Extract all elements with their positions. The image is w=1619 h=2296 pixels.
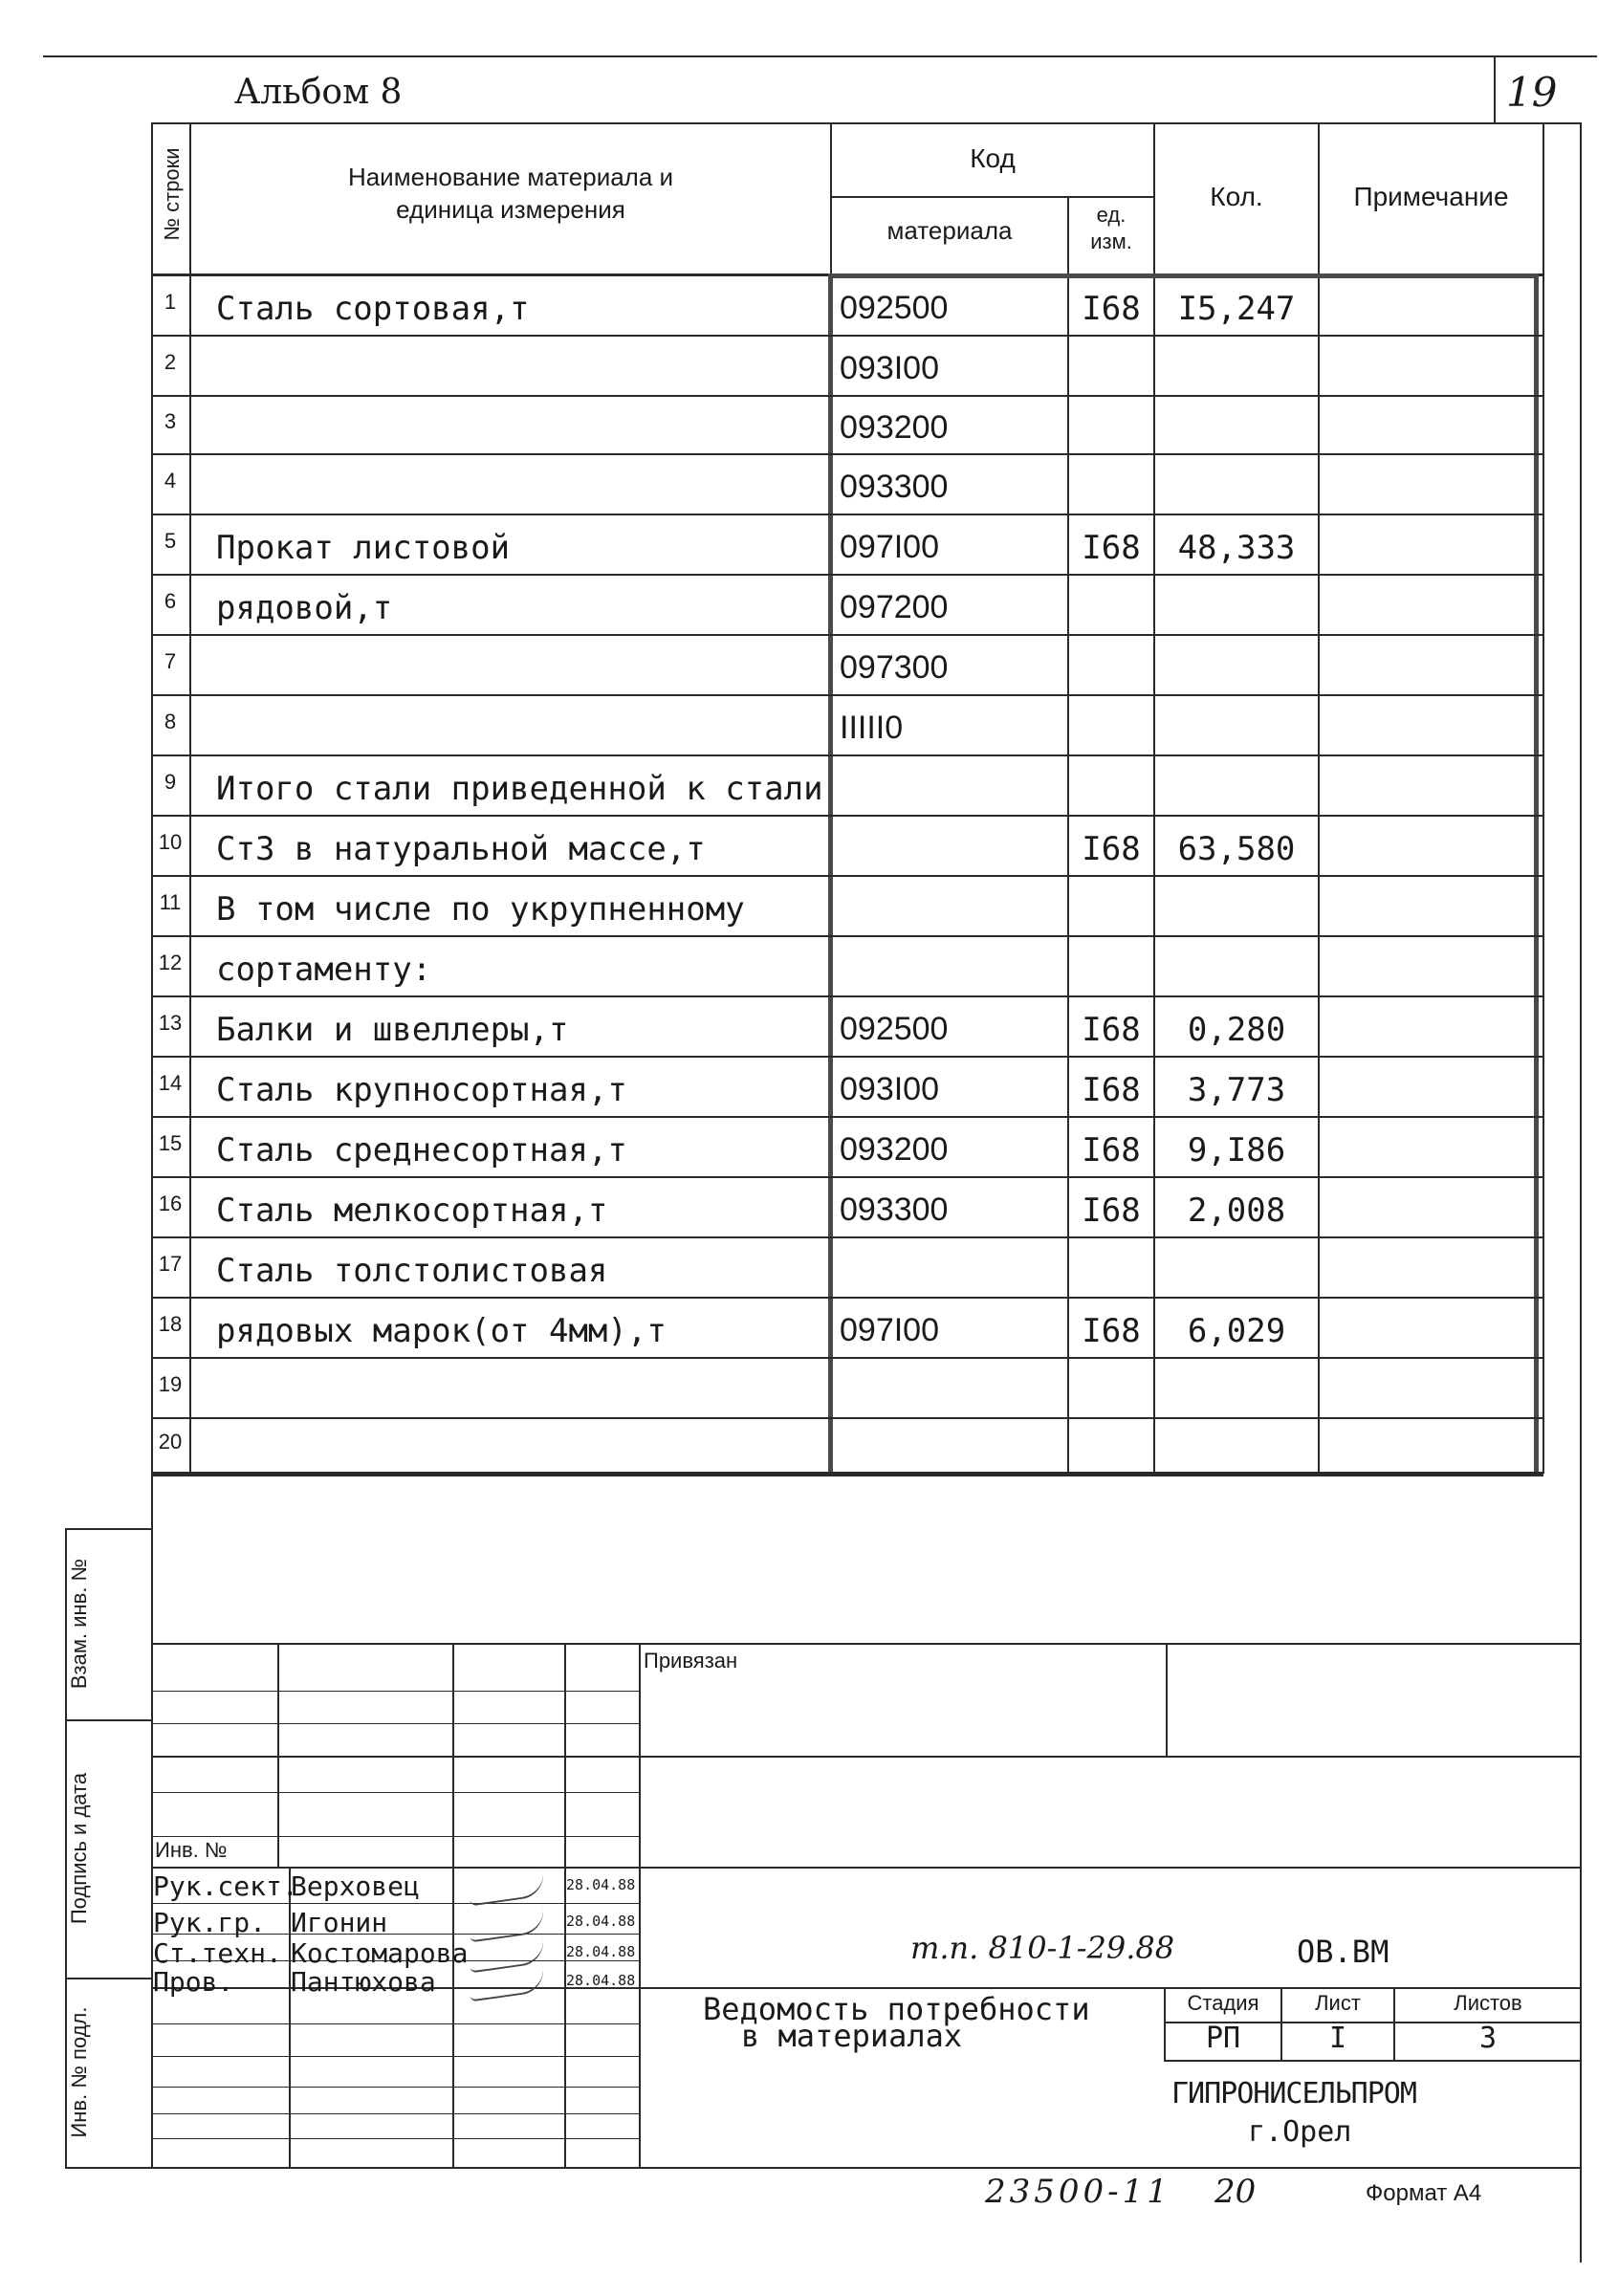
sheets-value: 3 [1478, 2022, 1498, 2055]
signer-name: Верховец [291, 1870, 420, 1902]
material-name: Сталь толстолистовая [216, 1251, 608, 1290]
material-name: Сталь сортовая,т [216, 289, 530, 328]
privyazan-label: Привязан [644, 1649, 738, 1673]
row-number: 11 [159, 889, 182, 914]
vzam-inv-label: Взам. инв. № [67, 1558, 91, 1690]
format-label: Формат А4 [1366, 2180, 1482, 2206]
quantity: 63,580 [1177, 829, 1296, 868]
material-code: 097I00 [840, 1311, 939, 1348]
material-code-header: материала [886, 216, 1013, 245]
podpis-data-label: Подпись и дата [67, 1772, 91, 1925]
album-label: Альбом 8 [234, 73, 403, 112]
row-number: 5 [164, 528, 177, 553]
row-number: 20 [158, 1429, 183, 1454]
row-number: 18 [158, 1311, 183, 1336]
material-name: Балки и швеллеры,т [216, 1010, 569, 1049]
archive-number: 23500-11 [985, 2173, 1171, 2211]
row-number: 15 [158, 1130, 183, 1155]
unit-header-2: изм. [1090, 230, 1132, 253]
organization-city: г.Орел [1248, 2115, 1352, 2149]
sheet-mark: 19 [1506, 69, 1558, 116]
unit-code: I68 [1082, 289, 1141, 328]
quantity: 6,029 [1187, 1311, 1286, 1350]
unit-code: I68 [1082, 829, 1141, 868]
material-code: 093200 [840, 1130, 949, 1168]
signer-name: Игонин [291, 1907, 388, 1938]
quantity: 48,333 [1177, 528, 1296, 567]
table-row [151, 397, 1543, 455]
name-column-header-1: Наименование материала и [347, 163, 674, 191]
signer-role: Рук.сект. [153, 1870, 298, 1902]
album-row-bottom [151, 122, 1581, 124]
material-name: Ст3 в натуральной массе,т [216, 829, 706, 868]
project-code: т.п. 810-1-29.88 [910, 1930, 1175, 1966]
row-number: 16 [158, 1191, 183, 1215]
table-row [151, 1178, 1543, 1238]
row-number: 1 [164, 289, 177, 314]
name-column-header-2: единица измерения [396, 195, 625, 224]
table-row [151, 576, 1543, 636]
table-row [151, 817, 1543, 877]
signer-name: Пантюхова [291, 1966, 436, 1998]
row-number: 12 [158, 950, 183, 974]
row-number: 4 [164, 468, 177, 492]
material-name: рядовой,т [216, 588, 393, 627]
unit-code: I68 [1082, 1130, 1141, 1170]
stage-value: РП [1205, 2022, 1241, 2055]
doc-code: ОВ.ВМ [1297, 1934, 1389, 1970]
material-name: Итого стали приведенной к стали [216, 769, 823, 808]
sheets-label: Листов [1454, 1991, 1522, 2015]
table-row [151, 337, 1543, 397]
table-row [151, 455, 1543, 515]
row-number-header: № строки [160, 147, 184, 241]
table-row [151, 696, 1543, 756]
material-code: 097200 [840, 588, 949, 625]
sheet-value: I [1328, 2022, 1347, 2055]
material-code: 093300 [840, 468, 949, 505]
quantity: I5,247 [1177, 289, 1296, 328]
page-number: 20 [1214, 2173, 1257, 2211]
material-code: 093200 [840, 408, 949, 446]
unit-header-1: ед. [1096, 203, 1127, 227]
table-row [151, 276, 1543, 337]
table-row [151, 997, 1543, 1058]
material-name: В том числе по укрупненному [216, 889, 745, 929]
signer-date: 28.04.88 [566, 1972, 636, 1989]
code-column-header: Код [970, 143, 1016, 173]
signer-name: Костомарова [291, 1937, 469, 1969]
row-number: 17 [158, 1251, 183, 1276]
inv-podl-label: Инв. № подл. [67, 2006, 91, 2138]
table-row [151, 636, 1543, 696]
signer-role: Пров. [153, 1966, 234, 1998]
quantity: 2,008 [1187, 1191, 1286, 1230]
unit-code: I68 [1082, 1311, 1141, 1350]
material-code: 097I00 [840, 528, 939, 565]
inv-no-label: Инв. № [155, 1838, 228, 1862]
unit-code: I68 [1082, 1191, 1141, 1230]
table-row [151, 877, 1543, 937]
top-border [43, 55, 1597, 57]
top-right-mark-left [1494, 55, 1496, 122]
row-number: 3 [164, 408, 177, 433]
material-code: 092500 [840, 289, 949, 326]
signer-date: 28.04.88 [566, 1876, 636, 1893]
doc-title-line-1: Ведомость потребности [703, 1991, 1090, 2027]
signature-mark [468, 1871, 547, 1907]
row-number: 8 [164, 709, 177, 733]
material-name: Прокат листовой [216, 528, 511, 567]
qty-column-header: Кол. [1210, 182, 1263, 211]
row-number: 19 [158, 1371, 183, 1396]
material-code: 093300 [840, 1191, 949, 1228]
row-number: 10 [158, 829, 183, 854]
stage-label: Стадия [1187, 1991, 1259, 2015]
signer-role: Рук.гр. [153, 1907, 267, 1938]
table-row [151, 1419, 1543, 1474]
table-row [151, 1359, 1543, 1419]
table-row [151, 1118, 1543, 1178]
row-number: 14 [158, 1070, 183, 1095]
material-code: 097300 [840, 648, 949, 686]
table-row [151, 1299, 1543, 1359]
unit-code: I68 [1082, 1070, 1141, 1109]
table-row [151, 515, 1543, 576]
unit-code: I68 [1082, 1010, 1141, 1049]
quantity: 3,773 [1187, 1070, 1286, 1109]
row-number: 13 [158, 1010, 183, 1035]
signature-mark [468, 1908, 547, 1943]
doc-title-line-2: в материалах [741, 2018, 963, 2054]
row-number: 7 [164, 648, 177, 673]
row-number: 9 [164, 769, 177, 794]
table-row [151, 1058, 1543, 1118]
material-code: 092500 [840, 1010, 949, 1047]
material-name: Сталь среднесортная,т [216, 1130, 627, 1170]
quantity: 9,I86 [1187, 1130, 1286, 1170]
note-column-header: Примечание [1353, 182, 1509, 211]
material-code: 093I00 [840, 349, 939, 386]
sheet-label: Лист [1315, 1991, 1361, 2015]
signer-date: 28.04.88 [566, 1943, 636, 1960]
table-row [151, 937, 1543, 997]
row-number: 6 [164, 588, 177, 613]
unit-code: I68 [1082, 528, 1141, 567]
right-border [1580, 122, 1582, 2263]
material-name: рядовых марок(от 4мм),т [216, 1311, 667, 1350]
material-code: IIIII0 [840, 709, 904, 746]
material-name: Сталь мелкосортная,т [216, 1191, 608, 1230]
quantity: 0,280 [1187, 1010, 1286, 1049]
material-name: сортаменту: [216, 950, 432, 989]
table-row [151, 1238, 1543, 1299]
organization-name: ГИПРОНИСЕЛЬПРОМ [1171, 2077, 1416, 2110]
row-number: 2 [164, 349, 177, 374]
signer-date: 28.04.88 [566, 1913, 636, 1930]
material-code: 093I00 [840, 1070, 939, 1107]
material-name: Сталь крупносортная,т [216, 1070, 627, 1109]
signer-role: Ст.техн. [153, 1937, 282, 1969]
table-row [151, 756, 1543, 817]
